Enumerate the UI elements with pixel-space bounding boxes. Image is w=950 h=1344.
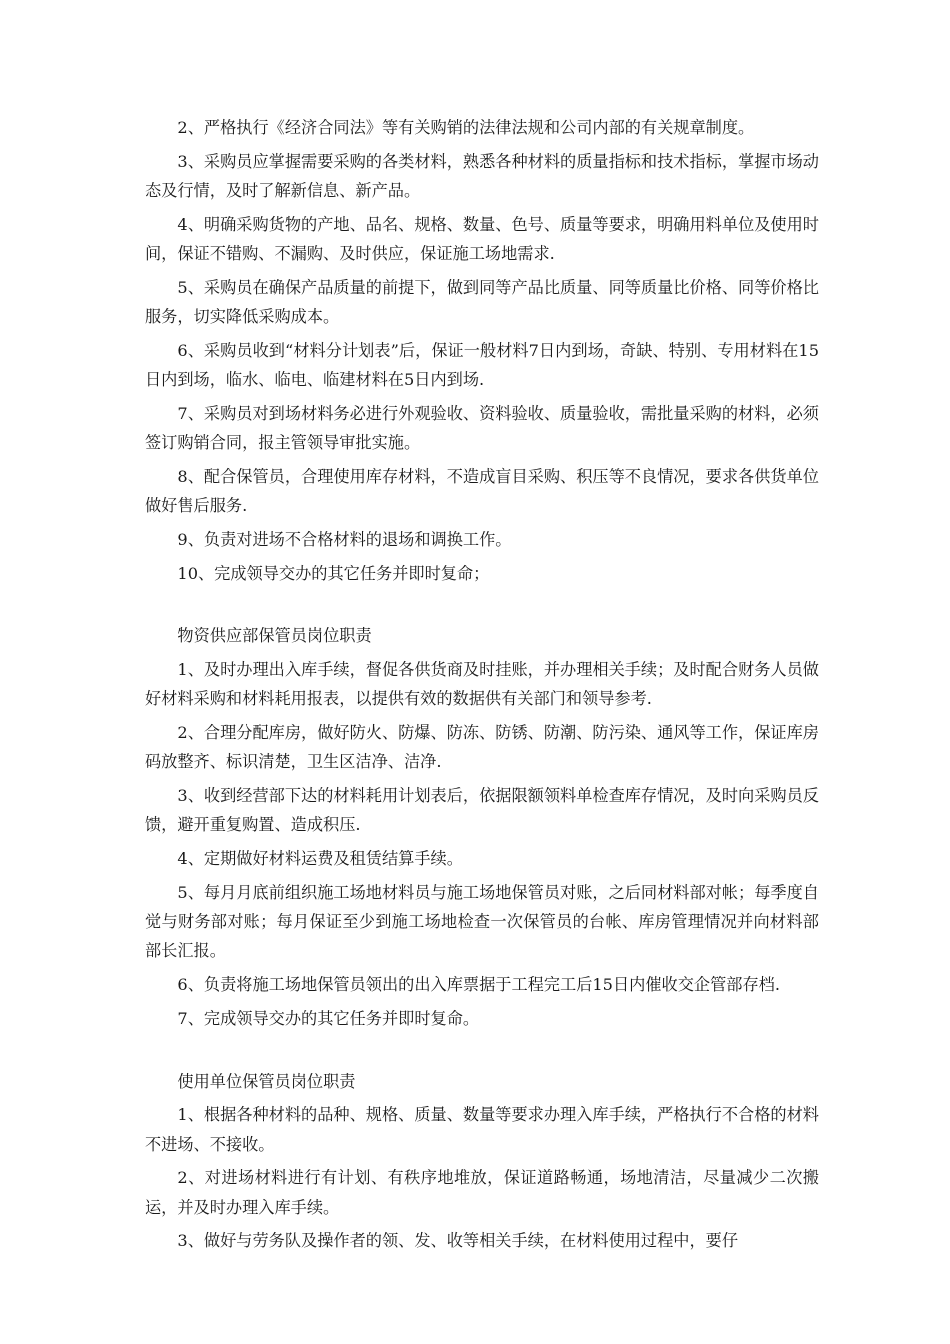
paragraph-purchaser-duty-5: 5、采购员在确保产品质量的前提下，做到同等产品比质量、同等质量比价格、同等价格比服务，切实降低采购成本。	[145, 277, 819, 326]
paragraph-supply-keeper-duty-2: 2、合理分配库房，做好防火、防爆、防冻、防锈、防潮、防污染、通风等工作，保证库房码放整齐、标识清楚，卫生区洁净、洁净.	[145, 723, 819, 772]
paragraph-supply-keeper-duty-7: 7、完成领导交办的其它任务并即时复命。	[177, 1008, 480, 1028]
paragraph-supply-keeper-duty-6: 6、负责将施工场地保管员领出的出入库票据于工程完工后15日内催收交企管部存档.	[177, 975, 780, 995]
paragraph-purchaser-duty-2: 2、严格执行《经济合同法》等有关购销的法律法规和公司内部的有关规章制度。	[177, 118, 755, 137]
paragraph-user-keeper-duty-2: 2、对进场材料进行有计划、有秩序地堆放，保证道路畅通，场地清洁，尽量减少二次搬运，并及时办理入库手续。	[145, 1168, 819, 1217]
document-page	[145, 113, 819, 1260]
paragraph-supply-keeper-duty-5: 5、每月月底前组织施工场地材料员与施工场地保管员对账，之后同材料部对帐；每季度自觉与财务部对账；每月保证至少到施工场地检查一次保管员的台帐、库房管理情况并向材料部部长汇报。	[145, 882, 819, 961]
paragraph-purchaser-duty-8: 8、配合保管员，合理使用库存材料，不造成盲目采购、积压等不良情况，要求各供货单位做好售后服务.	[145, 466, 819, 515]
paragraph-supply-keeper-duty-1: 1、及时办理出入库手续，督促各供货商及时挂账，并办理相关手续；及时配合财务人员做好材料采购和材料耗用报表，以提供有效的数据供有关部门和领导参考.	[145, 660, 819, 709]
paragraph-user-keeper-duty-3: 3、做好与劳务队及操作者的领、发、收等相关手续，在材料使用过程中，要仔	[177, 1231, 739, 1251]
paragraph-supply-keeper-duty-3: 3、收到经营部下达的材料耗用计划表后，依据限额领料单检查库存情况，及时向采购员反馈，避开重复购置、造成积压.	[145, 786, 819, 835]
paragraph-purchaser-duty-10: 10、完成领导交办的其它任务并即时复命；	[177, 563, 490, 583]
paragraph-user-keeper-duty-1: 1、根据各种材料的品种、规格、质量、数量等要求办理入库手续，严格执行不合格的材料不进场、不接收。	[145, 1105, 819, 1154]
paragraph-purchaser-duty-7: 7、采购员对到场材料务必进行外观验收、资料验收、质量验收，需批量采购的材料，必须签订购销合同，报主管领导审批实施。	[145, 403, 819, 452]
paragraph-purchaser-duty-4: 4、明确采购货物的产地、品名、规格、数量、色号、质量等要求，明确用料单位及使用时间，保证不错购、不漏购、及时供应，保证施工场地需求.	[145, 214, 819, 263]
paragraph-purchaser-duty-9: 9、负责对进场不合格材料的退场和调换工作。	[177, 529, 512, 549]
paragraph-purchaser-duty-6: 6、采购员收到“材料分计划表”后，保证一般材料7日内到场，奇缺、特别、专用材料在15日内到场，临水、临电、临建材料在5日内到场.	[145, 340, 819, 389]
paragraph-supply-keeper-duty-4: 4、定期做好材料运费及租赁结算手续。	[177, 849, 463, 869]
section-title-user-keeper: 使用单位保管员岗位职责	[177, 1071, 356, 1091]
paragraph-purchaser-duty-3: 3、采购员应掌握需要采购的各类材料，熟悉各种材料的质量指标和技术指标，掌握市场动态及行情，及时了解新信息、新产品。	[145, 151, 819, 200]
section-title-supply-keeper: 物资供应部保管员岗位职责	[177, 626, 372, 646]
